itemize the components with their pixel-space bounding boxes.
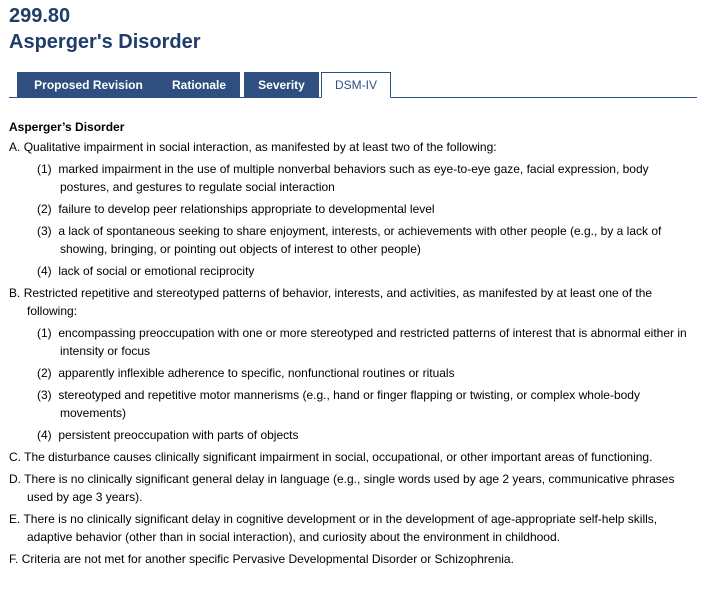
item-text: failure to develop peer relationships appropriate to developmental level: [58, 202, 435, 216]
criterion-f: [9, 550, 699, 568]
tab-rationale[interactable]: Rationale: [158, 72, 240, 97]
tab-dsm-iv[interactable]: DSM-IV: [321, 72, 391, 98]
tab-severity[interactable]: Severity: [244, 72, 319, 97]
tab-proposed-revision[interactable]: Proposed Revision: [17, 72, 160, 97]
criterion-text: There is no clinically significant delay in cognitive development or in the development of age-appropriate self-help skills, adaptive behavior (other than in social interaction), and curiosity about the environment in childhood.: [23, 512, 658, 544]
item-number: (1): [37, 162, 52, 176]
tab-bar: [9, 72, 697, 98]
criterion-d: [9, 470, 699, 506]
item-text: marked impairment in the use of multiple nonverbal behaviors such as eye-to-eye gaze, facial expression, body postures, and gestures to regulate social interaction: [58, 162, 649, 194]
item-number: (1): [37, 326, 52, 340]
item-number: (3): [37, 224, 52, 238]
criterion-a: [9, 138, 699, 156]
item-number: (3): [37, 388, 52, 402]
list-item: [37, 262, 699, 280]
list-item: [37, 426, 699, 444]
list-item: [37, 200, 699, 218]
section-heading: Asperger’s Disorder: [9, 120, 125, 134]
criterion-b: [9, 284, 699, 320]
criterion-text: Qualitative impairment in social interaction, as manifested by at least two of the following:: [23, 140, 497, 154]
item-number: (2): [37, 366, 52, 380]
criterion-label: F.: [9, 552, 19, 566]
item-text: lack of social or emotional reciprocity: [58, 264, 255, 278]
criterion-text: There is no clinically significant general delay in language (e.g., single words used by age 2 years, communicative phrases used by age 3 years).: [24, 472, 675, 504]
diagnosis-code: 299.80: [9, 5, 71, 27]
item-text: stereotyped and repetitive motor mannerisms (e.g., hand or finger flapping or twisting, or complex whole-body movements): [58, 388, 640, 420]
criterion-text: The disturbance causes clinically significant impairment in social, occupational, or other important areas of functioning.: [24, 450, 653, 464]
item-text: a lack of spontaneous seeking to share enjoyment, interests, or achievements with other people (e.g., by a lack of showing, bringing, or pointing out objects of interest to other people): [58, 224, 662, 256]
item-number: (4): [37, 264, 52, 278]
page-title: Asperger's Disorder: [9, 31, 201, 53]
item-text: encompassing preoccupation with one or more stereotyped and restricted patterns of interest that is abnormal either in intensity or focus: [58, 326, 687, 358]
item-text: apparently inflexible adherence to specific, nonfunctional routines or rituals: [58, 366, 455, 380]
item-text: persistent preoccupation with parts of objects: [58, 428, 299, 442]
criterion-label: B.: [9, 286, 21, 300]
list-item: [37, 222, 699, 258]
criterion-label: E.: [9, 512, 21, 526]
list-item: [37, 160, 699, 196]
criterion-text: Criteria are not met for another specific Pervasive Developmental Disorder or Schizophrenia.: [21, 552, 514, 566]
criterion-label: A.: [9, 140, 21, 154]
list-item: [37, 364, 699, 382]
criterion-label: D.: [9, 472, 21, 486]
item-number: (2): [37, 202, 52, 216]
criteria-content: [9, 118, 699, 572]
criterion-label: C.: [9, 450, 21, 464]
criterion-text: Restricted repetitive and stereotyped patterns of behavior, interests, and activities, as manifested by at least one of the following:: [23, 286, 653, 318]
list-item: [37, 386, 699, 422]
item-number: (4): [37, 428, 52, 442]
criterion-c: [9, 448, 699, 466]
list-item: [37, 324, 699, 360]
criterion-e: [9, 510, 699, 546]
